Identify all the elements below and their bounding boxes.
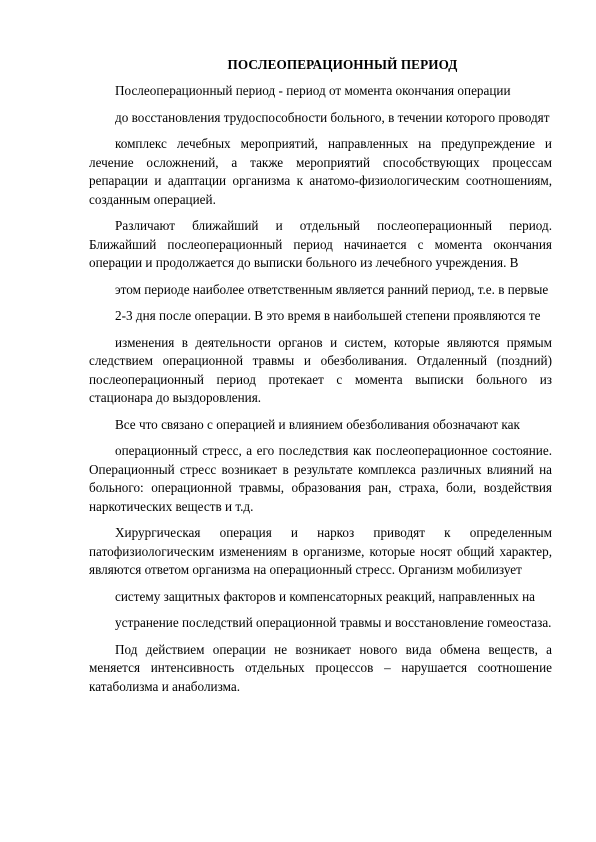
paragraph-4: Различают ближайший и отдельный послеоперационный период. Ближайший послеоперационный период начинается с момента окончания операции и продолжается до выписки больного из лечебного учреждения. В <box>89 218 552 270</box>
paragraph-11: систему защитных факторов и компенсаторных реакций, направленных на <box>115 588 535 604</box>
paragraph-6: 2-3 дня после операции. В это время в наибольшей степени проявляются те <box>115 308 541 323</box>
paragraph-13: Под действием операции не возникает нового вида обмена веществ, а меняется интенсивность отдельных процессов – нарушается соотношение катаболизма и анаболизма. <box>89 641 552 694</box>
paragraph-1: Послеоперационный период - период от момента окончания операции <box>115 83 511 98</box>
paragraph-8: Все что связано с операцией и влиянием обезболивания обозначают как <box>115 416 520 432</box>
page-title: ПОСЛЕОПЕРАЦИОННЫЙ ПЕРИОД <box>227 57 458 72</box>
paragraph-9: операционный стресс, а его последствия как послеоперационное состояние. Операционный стресс возникает в результате комплекса различных влияний на больного: операционной травмы, образования ран, страха, боли, воздействия наркотических веществ и т.д. <box>89 443 552 514</box>
paragraph-2: до восстановления трудоспособности больного, в течении которого проводят <box>115 109 550 125</box>
paragraph-12: устранение последствий операционной травмы и восстановление гомеостаза. <box>115 615 552 630</box>
paragraph-3: комплекс лечебных мероприятий, направленных на предупреждение и лечение осложнений, а также мероприятий способствующих процессам репарации и адаптации организма к анатомо-физиологическим соотношениям, созданным операцией. <box>89 136 552 207</box>
paragraph-5: этом периоде наиболее ответственным является ранний период, т.е. в первые <box>115 281 549 297</box>
paragraph-7: изменения в деятельности органов и систем, которые являются прямым следствием операционной травмы и обезболивания. Отдаленный (поздний) послеоперационный период протекает с момента выписки больного из стационара до выздоровления. <box>89 334 552 405</box>
paragraph-10: Хирургическая операция и наркоз приводят к определенным патофизиологическим изменениям в организме, которые носят общий характер, являются ответом организма на операционный стресс. Организм мобилизует <box>89 525 552 577</box>
